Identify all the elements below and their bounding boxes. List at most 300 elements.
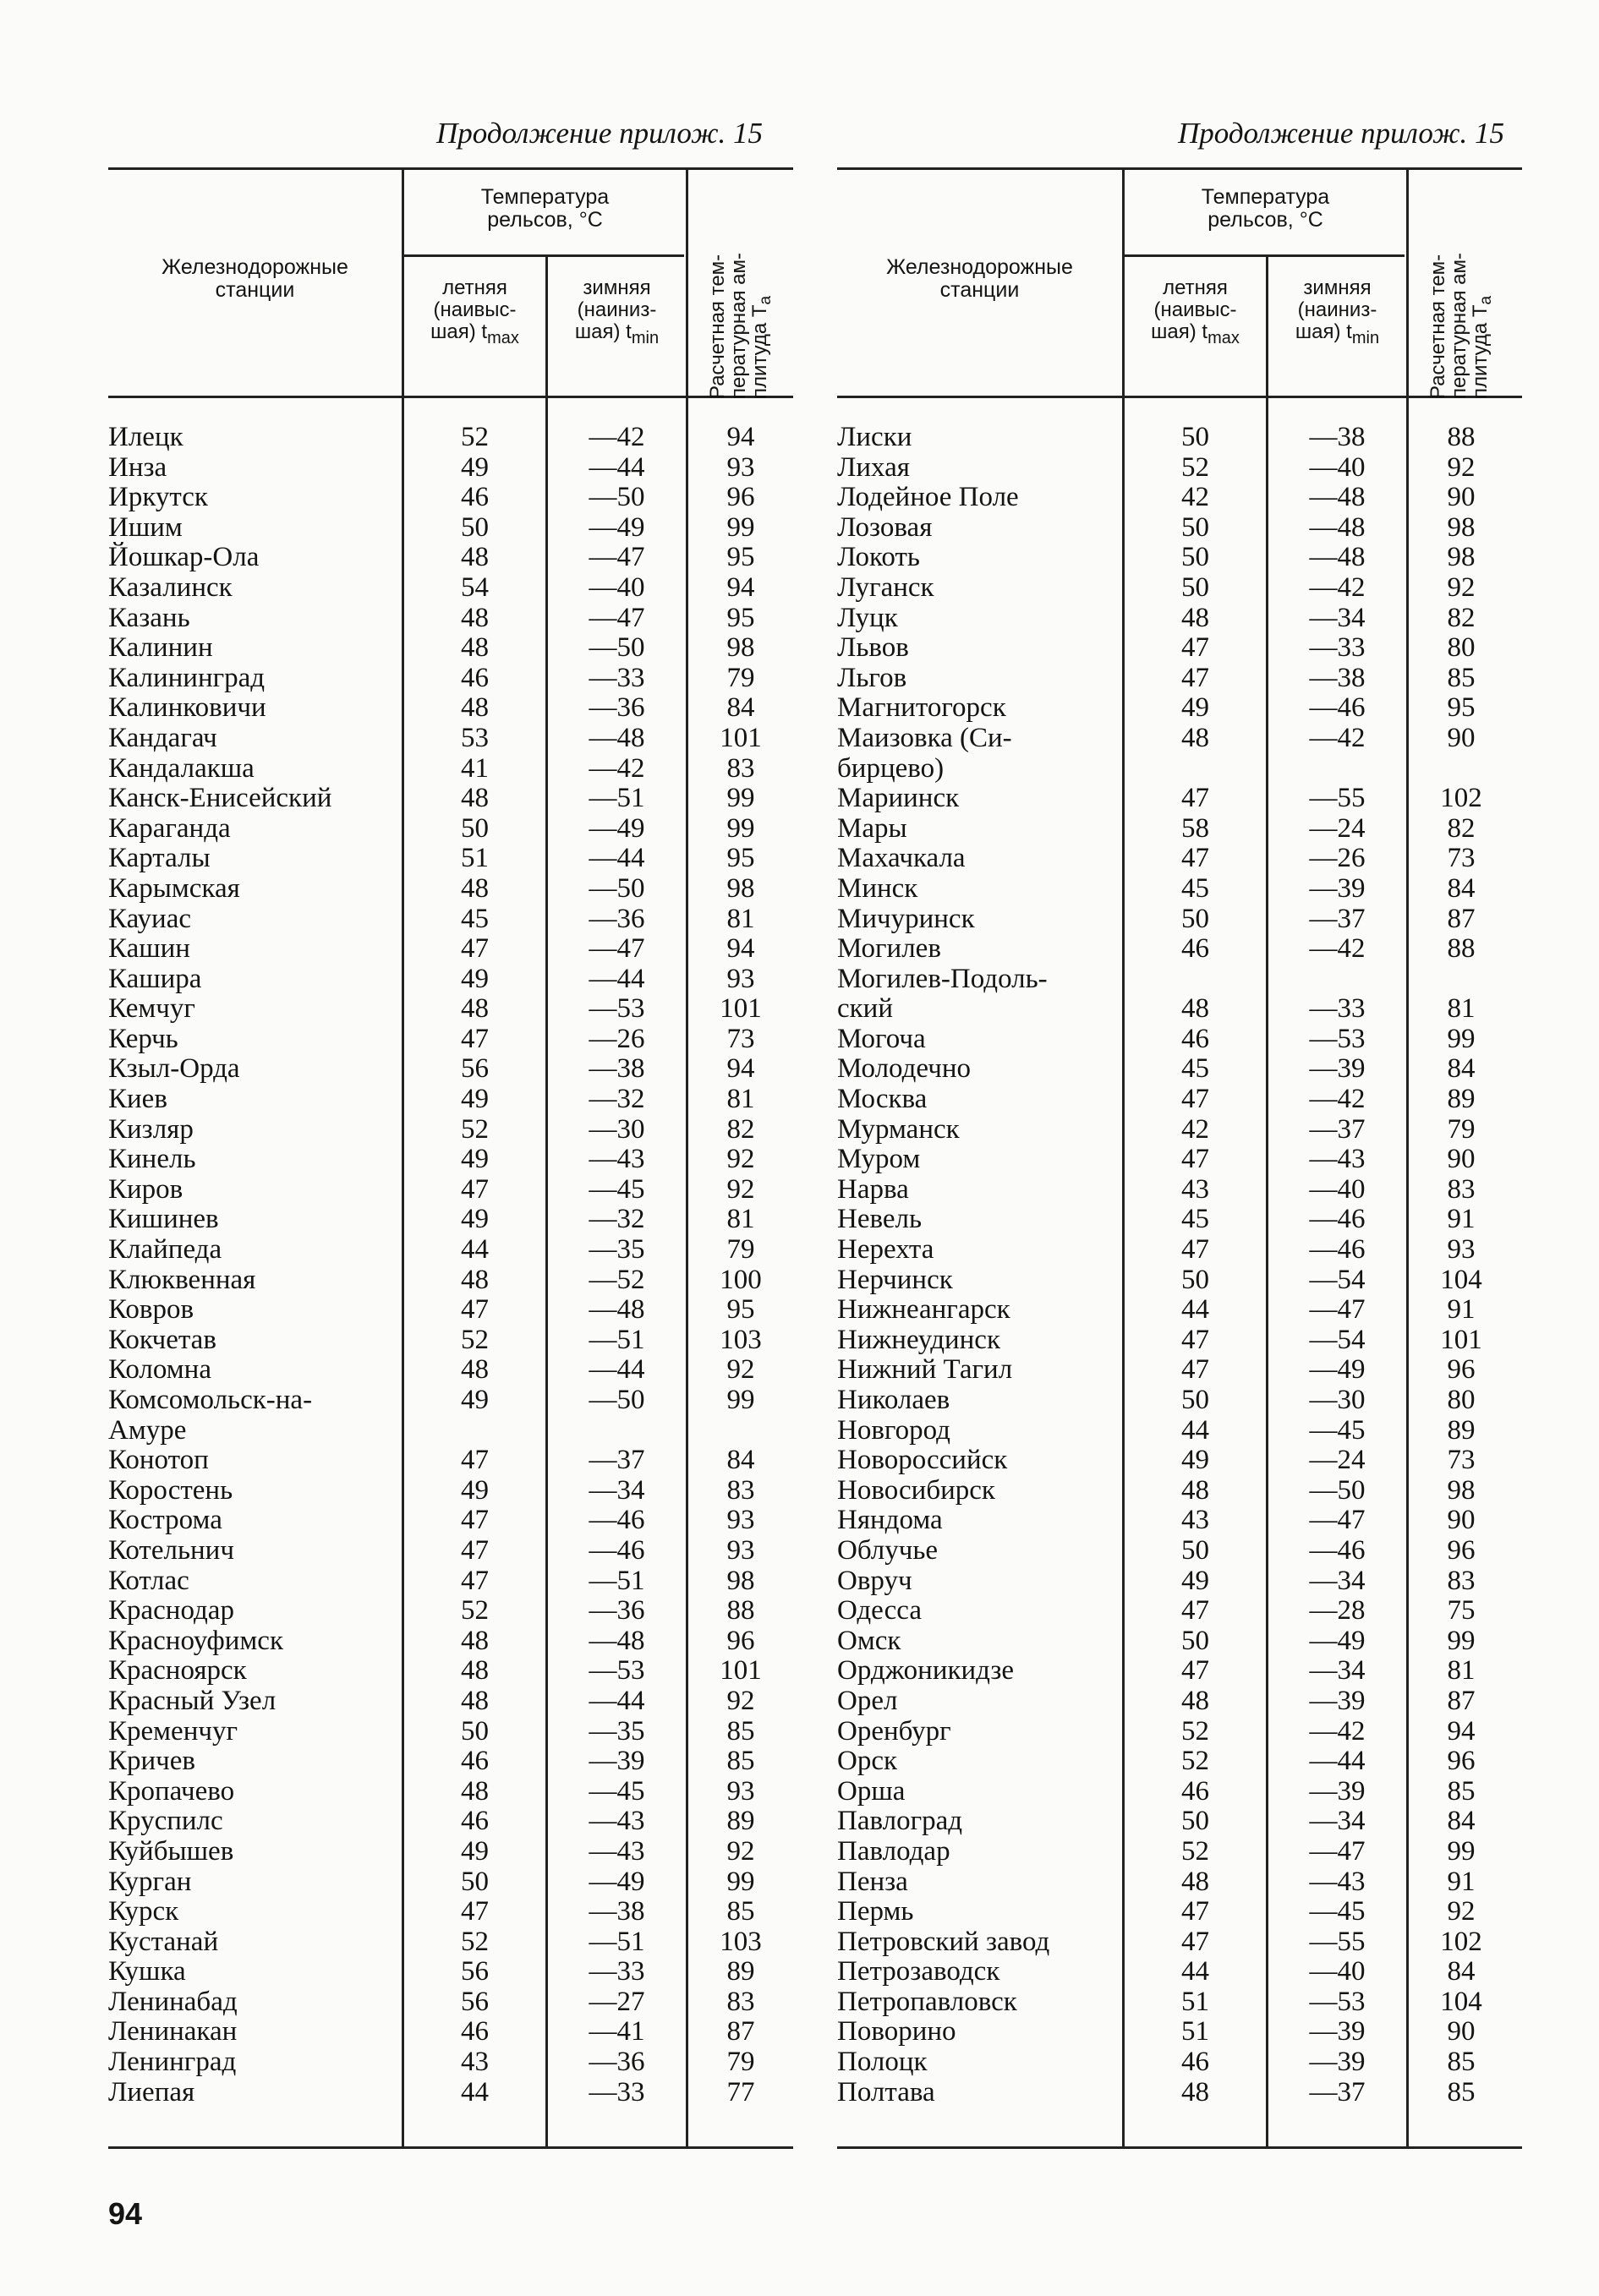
station-name: Иркутск [108,482,208,513]
winter-min-temp: —48 [1309,511,1366,543]
winter-min-temp: —43 [589,1835,645,1867]
summer-max-temp: 46 [461,482,489,513]
table-row [837,754,1539,784]
summer-max-temp: 47 [1181,1926,1209,1957]
winter-min-temp: —33 [589,2076,645,2107]
summer-max-temp: 49 [461,1084,489,1115]
table-row [108,1386,810,1416]
station-name: Молодечно [837,1053,971,1085]
table-row [837,543,1539,573]
winter-min-temp: —50 [1309,1474,1366,1506]
temp-amplitude: 91 [1447,1866,1476,1897]
station-name: Лозовая [837,511,933,543]
winter-min-temp: —47 [589,933,645,965]
summer-max-temp: 49 [1181,1445,1209,1476]
winter-min-temp: —47 [589,542,645,573]
winter-min-temp: —30 [589,1113,645,1145]
table-row [837,693,1539,724]
winter-min-temp: —47 [589,602,645,633]
header-winter-subscript: min [631,328,660,347]
header-temperature-line1: Температура [1201,185,1330,209]
summer-max-temp: 52 [1181,1715,1209,1747]
summer-max-temp: 52 [461,1324,489,1355]
table-row [837,1476,1539,1506]
temp-amplitude: 93 [1447,1234,1476,1266]
table-row [837,423,1539,453]
summer-max-temp: 47 [1181,1324,1209,1355]
header-winter-line3: шая) t [1295,320,1352,343]
station-name: Мары [837,812,907,844]
summer-max-temp: 52 [1181,451,1209,483]
station-name: Петрозаводск [837,1956,1000,1987]
winter-min-temp: —36 [589,1595,645,1626]
summer-max-temp: 48 [1181,2076,1209,2107]
summer-max-temp: 48 [1181,1685,1209,1716]
summer-max-temp: 52 [1181,1835,1209,1867]
station-name: Луцк [837,602,898,633]
temp-amplitude: 80 [1447,632,1476,664]
summer-max-temp: 48 [461,1685,489,1716]
temp-amplitude: 104 [1440,1986,1482,2017]
table-row [837,573,1539,604]
temp-amplitude: 79 [726,1234,755,1266]
station-name: Киров [108,1173,183,1205]
table-row [837,1927,1539,1958]
winter-min-temp: —46 [589,1534,645,1566]
temp-amplitude: 80 [1447,1385,1476,1415]
summer-max-temp: 48 [1181,1474,1209,1506]
temp-amplitude: 92 [1447,451,1476,483]
winter-min-temp: —45 [1309,1896,1366,1927]
header-summer-line3: шая) t [1151,320,1208,343]
summer-max-temp: 50 [1181,511,1209,543]
station-name: Кинель [108,1144,196,1175]
temp-amplitude: 94 [726,933,755,965]
summer-max-temp: 47 [1181,1084,1209,1115]
station-name: Ковров [108,1294,194,1326]
station-name: Кушка [108,1956,186,1987]
table-row [837,513,1539,544]
station-name: Нарва [837,1173,909,1205]
station-name: Керчь [108,1023,178,1054]
station-name: Орджоникидзе [837,1655,1015,1686]
winter-min-temp: —24 [1309,1445,1366,1476]
station-name: Куйбышев [108,1835,234,1867]
winter-min-temp: —34 [1309,1806,1366,1837]
station-name: Ленинабад [108,1986,238,2017]
temp-amplitude: 87 [1447,1685,1476,1716]
winter-min-temp: —35 [589,1234,645,1266]
winter-min-temp: —49 [589,511,645,543]
station-name: Калинковичи [108,692,266,724]
winter-min-temp: —37 [1309,903,1366,934]
station-name: Лихая [837,451,910,483]
header-bottom-rule [837,396,1522,398]
winter-min-temp: —53 [589,1655,645,1686]
temp-amplitude: 98 [1447,511,1476,543]
temp-amplitude: 90 [1447,722,1476,753]
station-name: Минск [837,872,918,904]
winter-min-temp: —40 [1309,1173,1366,1205]
table-row [108,844,810,874]
station-name: Калинин [108,632,213,664]
table-row [108,724,810,754]
table-row [108,1326,810,1356]
header-bottom-rule [108,396,793,398]
temp-amplitude: 81 [726,1084,755,1115]
temp-amplitude: 89 [726,1806,755,1837]
header-winter-line1: зимняя [583,276,651,299]
header-amplitude-subscript: а [1477,295,1496,305]
table-row [837,1266,1539,1296]
station-name: Могоча [837,1023,926,1054]
table-row [837,874,1539,905]
table-row [108,1807,810,1837]
station-name: Магнитогорск [837,692,1006,724]
winter-min-temp: —55 [1309,1926,1366,1957]
temp-amplitude: 98 [1447,1474,1476,1506]
table-row [837,664,1539,694]
summer-max-temp: 43 [461,2047,489,2078]
winter-min-temp: —38 [1309,662,1366,693]
station-name: Мариинск [837,783,960,814]
temp-header-rule [1124,254,1405,257]
winter-min-temp: —42 [1309,571,1366,603]
summer-max-temp: 49 [1181,1565,1209,1596]
summer-max-temp: 48 [461,1655,489,1686]
table-row [108,1626,810,1657]
winter-min-temp: —42 [1309,722,1366,753]
table-row [837,1115,1539,1145]
station-name: Конотоп [108,1445,209,1476]
station-name: Казань [108,602,190,633]
header-stations [108,256,402,302]
winter-min-temp: —46 [1309,1534,1366,1566]
temp-amplitude: 88 [1447,422,1476,452]
summer-max-temp: 43 [1181,1505,1209,1536]
temp-amplitude: 92 [726,1835,755,1867]
summer-max-temp: 51 [1181,1986,1209,2017]
table-row [837,1145,1539,1175]
table-row [837,2078,1539,2108]
table-row [108,874,810,905]
winter-min-temp: —51 [589,783,645,814]
summer-max-temp: 49 [1181,692,1209,724]
table-row [108,1446,810,1476]
table-row [837,844,1539,874]
station-name: Коломна [108,1354,211,1386]
winter-min-temp: —49 [1309,1625,1366,1656]
winter-min-temp: —42 [1309,1084,1366,1115]
winter-min-temp: —36 [589,692,645,724]
temp-amplitude: 90 [1447,2016,1476,2047]
winter-min-temp: —40 [1309,451,1366,483]
summer-max-temp: 50 [1181,1806,1209,1837]
temp-amplitude: 93 [726,1775,755,1807]
header-temperature [1125,186,1406,232]
summer-max-temp: 53 [461,722,489,753]
temp-amplitude: 99 [726,783,755,814]
table-row [837,1536,1539,1566]
summer-max-temp: 44 [461,1234,489,1266]
winter-min-temp: —48 [589,1625,645,1656]
summer-max-temp: 42 [1181,1113,1209,1145]
station-name: Петровский завод [837,1926,1050,1957]
header-amplitude [707,179,775,399]
winter-min-temp: —39 [1309,1685,1366,1716]
winter-min-temp: —26 [1309,843,1366,874]
station-name: Нерехта [837,1234,934,1266]
winter-min-temp: —50 [589,482,645,513]
table-row [108,1506,810,1536]
winter-min-temp: —45 [589,1173,645,1205]
table-row [108,1235,810,1266]
station-name: Курган [108,1866,192,1897]
station-name: Нерчинск [837,1264,953,1295]
winter-min-temp: —34 [589,1474,645,1506]
summer-max-temp: 48 [461,632,489,664]
table-row [108,2078,810,2108]
summer-max-temp: 50 [1181,1534,1209,1566]
station-name: Мурманск [837,1113,960,1145]
temp-amplitude: 82 [1447,812,1476,844]
table-row [108,1987,810,2018]
winter-min-temp: —36 [589,903,645,934]
winter-min-temp: —46 [1309,1204,1366,1235]
temp-header-rule [403,254,684,257]
winter-min-temp: —47 [1309,1505,1366,1536]
table-row [108,633,810,664]
summer-max-temp: 52 [461,1113,489,1145]
table-row [108,1927,810,1958]
station-name: Няндома [837,1505,943,1536]
temp-amplitude: 84 [726,692,755,724]
station-name: Могилев [837,933,941,965]
winter-min-temp: —42 [1309,1715,1366,1747]
summer-max-temp: 47 [1181,1655,1209,1686]
winter-min-temp: —40 [589,571,645,603]
summer-max-temp: 46 [461,2016,489,2047]
table-row [108,543,810,573]
table-row [837,1386,1539,1416]
temp-amplitude: 99 [726,1385,755,1415]
station-name: Луганск [837,571,934,603]
summer-max-temp: 47 [1181,1354,1209,1386]
station-name: Льгов [837,662,907,693]
summer-max-temp: 48 [1181,722,1209,753]
temp-amplitude: 87 [726,2016,755,2047]
station-name: Локоть [837,542,920,573]
winter-min-temp: —37 [589,1445,645,1476]
station-name: Новосибирск [837,1474,995,1506]
table-row [837,1957,1539,1987]
summer-max-temp: 50 [1181,422,1209,452]
temp-amplitude: 83 [726,1474,755,1506]
winter-min-temp: —46 [589,1505,645,1536]
table-row [108,1025,810,1055]
station-name: Красный Узел [108,1685,277,1716]
summer-max-temp: 48 [461,783,489,814]
temp-amplitude: 101 [1440,1324,1482,1355]
table-row [837,453,1539,484]
winter-min-temp: —44 [589,451,645,483]
table-row [837,1837,1539,1867]
winter-min-temp: —50 [589,632,645,664]
winter-min-temp: —43 [1309,1866,1366,1897]
temp-amplitude: 95 [1447,692,1476,724]
summer-max-temp: 47 [1181,632,1209,664]
winter-min-temp: —35 [589,1715,645,1747]
header-winter-line1: зимняя [1303,276,1372,299]
temp-amplitude: 98 [726,1565,755,1596]
table-row [108,1897,810,1927]
winter-min-temp: —51 [589,1565,645,1596]
table-row [108,965,810,995]
header-winter-line2: (наиниз- [1297,298,1377,321]
temp-amplitude: 79 [726,662,755,693]
header-amplitude-line2: пературная ам- [727,253,751,399]
winter-min-temp: —33 [1309,993,1366,1025]
temp-amplitude: 98 [726,872,755,904]
table-row [837,934,1539,965]
station-name: Поворино [837,2016,956,2047]
table-row [837,1085,1539,1115]
summer-max-temp: 47 [1181,662,1209,693]
winter-min-temp: —26 [589,1023,645,1054]
table-row [837,2047,1539,2078]
winter-min-temp: —32 [589,1084,645,1115]
winter-min-temp: —51 [589,1926,645,1957]
winter-min-temp: —46 [1309,1234,1366,1266]
header-summer-subscript: max [487,328,519,347]
winter-min-temp: —39 [589,1746,645,1777]
temp-amplitude: 92 [726,1685,755,1716]
table-row [837,1295,1539,1326]
winter-min-temp: —48 [589,1294,645,1326]
table-row [108,1175,810,1205]
temp-amplitude: 101 [720,722,762,753]
summer-max-temp: 48 [461,1354,489,1386]
station-name: Невель [837,1204,923,1235]
winter-min-temp: —48 [1309,482,1366,513]
station-name: Лиепая [108,2076,195,2107]
winter-min-temp: —49 [589,1866,645,1897]
winter-min-temp: —47 [1309,1835,1366,1867]
winter-min-temp: —33 [589,1956,645,1987]
temp-amplitude: 82 [1447,602,1476,633]
temp-amplitude: 88 [726,1595,755,1626]
table-row [837,1686,1539,1717]
temp-amplitude: 91 [1447,1204,1476,1235]
winter-min-temp: —27 [589,1986,645,2017]
table-row [837,965,1539,995]
winter-min-temp: —30 [1309,1385,1366,1415]
table-left [108,167,810,2146]
table-row [837,1326,1539,1356]
station-name: Кустанай [108,1926,219,1957]
winter-min-temp: —53 [589,993,645,1025]
station-name: Киев [108,1084,167,1115]
table-row [837,1205,1539,1235]
station-name: Кандагач [108,722,217,753]
temp-amplitude: 83 [726,752,755,784]
summer-max-temp: 47 [461,1565,489,1596]
summer-max-temp: 47 [461,1173,489,1205]
summer-max-temp: 48 [461,1775,489,1807]
header-amplitude-line3: плитуда T [748,304,772,399]
table-row [837,1175,1539,1205]
table-row [837,724,1539,754]
table-body-left [108,423,810,2107]
temp-amplitude: 82 [726,1113,755,1145]
table-row [837,1054,1539,1085]
temp-amplitude: 96 [726,482,755,513]
summer-max-temp: 50 [461,1866,489,1897]
summer-max-temp: 50 [1181,1625,1209,1656]
header-summer-line1: летняя [442,276,507,299]
temp-amplitude: 92 [1447,1896,1476,1927]
summer-max-temp: 49 [461,451,489,483]
station-name: Муром [837,1144,921,1175]
temp-amplitude: 93 [726,963,755,994]
table-row [108,513,810,544]
station-name: Кострома [108,1505,222,1536]
temp-amplitude: 103 [720,1324,762,1355]
summer-max-temp: 50 [461,1715,489,1747]
station-name: Калининград [108,662,266,693]
header-stations-line1: Железнодорожные [162,255,348,279]
station-name: Орел [837,1685,898,1716]
station-name: Курск [108,1896,179,1927]
table-row [837,2017,1539,2047]
temp-amplitude: 101 [720,993,762,1025]
table-row [108,994,810,1025]
summer-max-temp: 47 [461,933,489,965]
station-name: Илецк [108,422,183,452]
temp-amplitude: 73 [1447,843,1476,874]
station-name: Кашира [108,963,202,994]
station-name: Казалинск [108,571,233,603]
station-name: Кокчетав [108,1324,216,1355]
temp-amplitude: 85 [1447,2076,1476,2107]
temp-amplitude: 83 [1447,1565,1476,1596]
summer-max-temp: 49 [461,1204,489,1235]
temp-amplitude: 83 [1447,1173,1476,1205]
header-winter-subscript: min [1351,328,1380,347]
table-row [837,1596,1539,1626]
table-row [108,905,810,935]
continuation-label-left: Продолжение прилож. 15 [436,117,764,150]
summer-max-temp: 47 [461,1294,489,1326]
table-row [837,1566,1539,1597]
temp-amplitude: 85 [1447,2047,1476,2078]
temp-amplitude: 92 [726,1173,755,1205]
table-row [108,814,810,845]
header-temperature [404,186,686,232]
summer-max-temp: 49 [461,1385,489,1415]
station-name: Коростень [108,1474,233,1506]
summer-max-temp: 50 [1181,542,1209,573]
winter-min-temp: —38 [589,1053,645,1085]
station-name: Красноярск [108,1655,247,1686]
table-row [108,1596,810,1626]
station-name: Краснодар [108,1595,234,1626]
summer-max-temp: 46 [461,662,489,693]
summer-max-temp: 48 [1181,1866,1209,1897]
temp-amplitude: 89 [1447,1414,1476,1446]
header-amplitude-line3: плитуда T [1469,304,1492,399]
temp-amplitude: 101 [720,1655,762,1686]
